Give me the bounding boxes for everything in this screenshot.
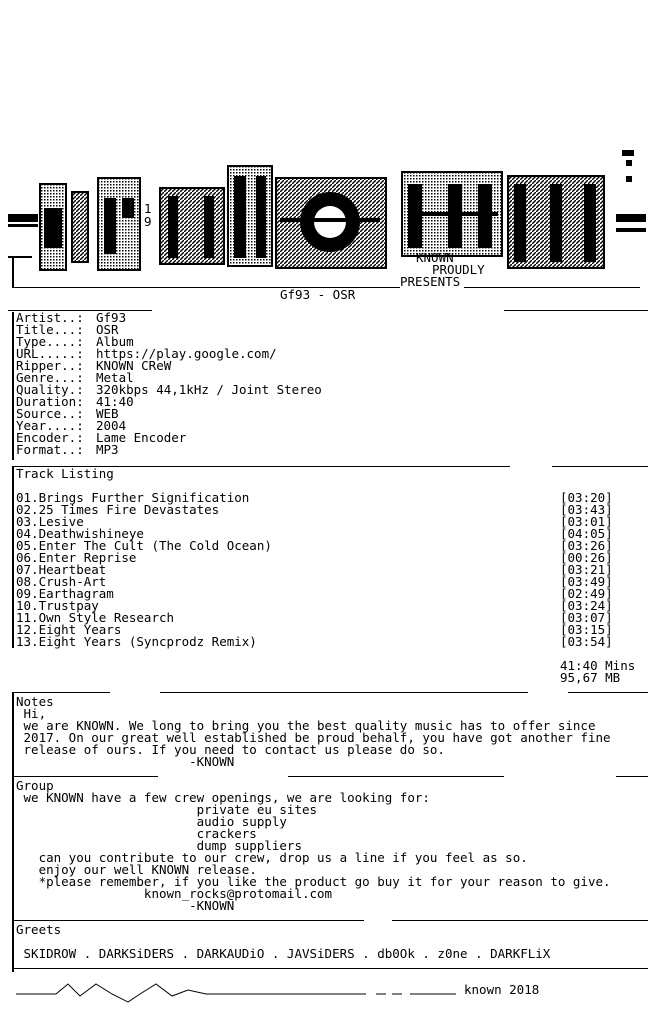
- divider: [464, 287, 640, 288]
- info-value: 320kbps 44,1kHz / Joint Stereo: [96, 382, 322, 397]
- track-title: 06.Enter Reprise: [16, 550, 137, 565]
- track-title: 09.Earthagram: [16, 586, 114, 601]
- track-title: 10.Trustpay: [16, 598, 99, 613]
- info-key: Genre...:: [16, 370, 84, 385]
- divider: [14, 692, 110, 693]
- info-key: Source..:: [16, 406, 84, 421]
- info-key: Format..:: [16, 442, 84, 457]
- group-line: private eu sites: [16, 802, 318, 817]
- total-size: 95,67 MB: [560, 670, 621, 685]
- group-line: crackers: [16, 826, 257, 841]
- track-duration: [03:20]: [560, 490, 613, 505]
- group-line: can you contribute to our crew, drop us a line if you feel as so.: [16, 850, 528, 865]
- total-time: 41:40 Mins: [560, 658, 636, 673]
- divider: [552, 466, 648, 467]
- track-duration: [03:01]: [560, 514, 613, 529]
- greets-list: SKIDROW . DARKSiDERS . DARKAUDiO . JAVSiDERS . db0Ok . z0ne . DARKFLiX: [16, 946, 551, 961]
- year-digit-1: 1: [144, 201, 152, 216]
- info-key: Quality.:: [16, 382, 84, 397]
- greets-heading: Greets: [16, 922, 62, 937]
- divider: [160, 692, 528, 693]
- track-duration: [00:26]: [560, 550, 613, 565]
- info-value: 2004: [96, 418, 127, 433]
- info-value: MP3: [96, 442, 119, 457]
- presents-line-2: PROUDLY: [432, 262, 485, 277]
- track-title: 07.Heartbeat: [16, 562, 107, 577]
- info-value: Lame Encoder: [96, 430, 187, 445]
- track-duration: [03:43]: [560, 502, 613, 517]
- info-key: Title...:: [16, 322, 84, 337]
- divider: [504, 310, 648, 311]
- left-border: [12, 776, 14, 920]
- left-border: [12, 312, 14, 460]
- track-title: 08.Crush-Art: [16, 574, 107, 589]
- info-value: Album: [96, 334, 134, 349]
- divider: [616, 776, 648, 777]
- group-line: enjoy our well KNOWN release.: [16, 862, 257, 877]
- info-key: URL.....:: [16, 346, 84, 361]
- track-duration: [03:49]: [560, 574, 613, 589]
- track-title: 04.Deathwishineye: [16, 526, 144, 541]
- footer-wave-line: [16, 982, 456, 1006]
- track-duration: [02:49]: [560, 586, 613, 601]
- footer-signature: known 2018: [464, 982, 540, 997]
- notes-line: 2017. On our great well established be proud behalf, you have got another fine: [16, 730, 611, 745]
- release-title: Gf93 - OSR: [280, 287, 356, 302]
- left-border: [12, 466, 14, 648]
- presents-line-1: KNOWN: [416, 250, 454, 265]
- left-border: [12, 920, 14, 972]
- track-duration: [03:07]: [560, 610, 613, 625]
- group-line: *please remember, if you like the product go buy it for your reason to give.: [16, 874, 611, 889]
- info-key: Ripper..:: [16, 358, 84, 373]
- notes-line: Hi,: [16, 706, 47, 721]
- track-title: 03.Lesive: [16, 514, 84, 529]
- info-key: Encoder.:: [16, 430, 84, 445]
- track-duration: [03:15]: [560, 622, 613, 637]
- known-logo: [8, 148, 648, 288]
- info-value: Gf93: [96, 310, 127, 325]
- track-duration: [03:21]: [560, 562, 613, 577]
- info-key: Type....:: [16, 334, 84, 349]
- group-line: audio supply: [16, 814, 287, 829]
- notes-line: -KNOWN: [16, 754, 235, 769]
- info-value: KNOWN CReW: [96, 358, 172, 373]
- info-value: Metal: [96, 370, 134, 385]
- track-title: 05.Enter The Cult (The Cold Ocean): [16, 538, 272, 553]
- group-line: dump suppliers: [16, 838, 302, 853]
- divider: [288, 776, 504, 777]
- notes-line: release of ours. If you need to contact us please do so.: [16, 742, 445, 757]
- info-key: Artist..:: [16, 310, 84, 325]
- group-heading: Group: [16, 778, 54, 793]
- divider: [14, 920, 364, 921]
- divider: [14, 776, 158, 777]
- track-title: 11.Own Style Research: [16, 610, 175, 625]
- info-key: Year....:: [16, 418, 84, 433]
- presents-line-3: PRESENTS: [400, 274, 461, 289]
- notes-line: we are KNOWN. We long to bring you the best quality music has to offer since: [16, 718, 596, 733]
- info-value: 41:40: [96, 394, 134, 409]
- track-duration: [03:26]: [560, 538, 613, 553]
- divider: [14, 968, 648, 969]
- track-duration: [03:54]: [560, 634, 613, 649]
- divider: [568, 692, 648, 693]
- notes-heading: Notes: [16, 694, 54, 709]
- info-value: https://play.google.com/: [96, 346, 277, 361]
- track-duration: [04:05]: [560, 526, 613, 541]
- info-value: OSR: [96, 322, 119, 337]
- info-value: WEB: [96, 406, 119, 421]
- track-title: 02.25 Times Fire Devastates: [16, 502, 220, 517]
- divider: [392, 920, 648, 921]
- group-line: we KNOWN have a few crew openings, we are looking for:: [16, 790, 430, 805]
- track-title: 01.Brings Further Signification: [16, 490, 250, 505]
- group-line: known_rocks@protomail.com: [16, 886, 333, 901]
- tracklist-heading: Track Listing: [16, 466, 114, 481]
- group-line: -KNOWN: [16, 898, 235, 913]
- track-title: 12.Eight Years: [16, 622, 122, 637]
- track-duration: [03:24]: [560, 598, 613, 613]
- info-key: Duration:: [16, 394, 84, 409]
- left-border: [12, 692, 14, 778]
- year-digit-2: 9: [144, 214, 152, 229]
- track-title: 13.Eight Years (Syncprodz Remix): [16, 634, 257, 649]
